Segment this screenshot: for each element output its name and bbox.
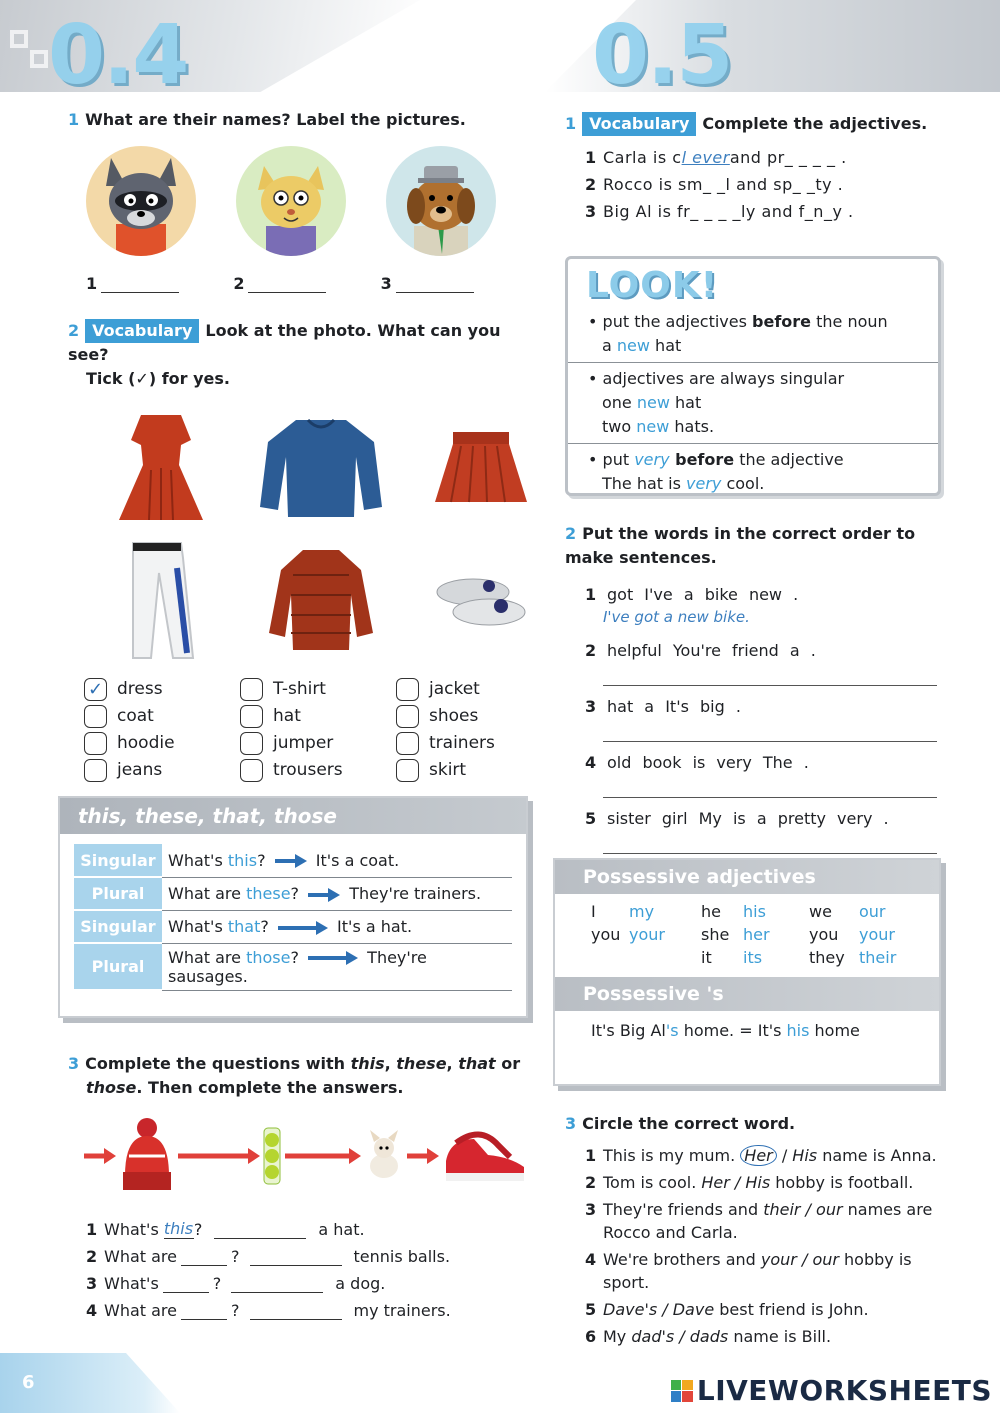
exercise-3-left [68,1052,528,1320]
question-row: 3 What's ? a dog. [86,1274,386,1293]
word-order-title: 2 Put the words in the correct order to make sentences. [565,524,916,567]
possessive-adjectives-box [553,858,941,1086]
decorative-square [30,50,48,68]
circle-word-title: 3 Circle the correct word. [565,1114,796,1133]
word-order-item: 4 old book is very The . [585,748,945,798]
trousers-picture [86,535,236,665]
grammar-box-demonstratives [58,796,528,1018]
exercise-number: 2 [68,321,80,340]
tick-item-jumper[interactable]: jumper [240,731,396,755]
checkbox[interactable] [240,678,263,701]
label-item: 2 [233,274,380,293]
distance-picture-row [82,1116,528,1196]
grammar-table [74,844,512,991]
circle-word-row: 3 They're friends and their / our names are Rocco and Carla. [585,1200,933,1242]
tick-item-jeans[interactable]: jeans [84,758,240,782]
liveworksheets-logo-icon [671,1380,693,1402]
tick-item-trousers[interactable]: trousers [240,758,396,782]
brand-logo [671,1374,992,1407]
exercise-3-title: 3 Complete the questions with this, these, that or those. Then complete the answers. [68,1054,521,1097]
tick-item-coat[interactable]: coat [84,704,240,728]
long-arrow-icon [308,951,358,965]
exercise-number: 1 [68,110,80,129]
page-number: 6 [22,1372,35,1393]
answer-blank[interactable]: this [163,1219,194,1238]
adjectives-exercise-title: 1 Vocabulary Complete the adjectives. [565,112,945,136]
dog-picture [386,146,496,256]
short-arrow-icon [308,888,340,902]
jumper-picture [246,407,396,527]
checkbox[interactable] [396,732,419,755]
unit-number-left: 0.4 [48,8,188,103]
dress-picture [86,407,236,527]
answer-blank[interactable] [101,277,179,293]
brand-name: LIVEWORKSHEETS [696,1374,992,1407]
answer-line[interactable] [603,776,937,798]
dog-small-picture [362,1128,405,1184]
unit-number-right: 0.5 [592,8,732,103]
arrow-icon [176,1146,260,1166]
circle-word-list [585,1144,945,1348]
possessive-s-title: Possessive 's [555,977,939,1011]
word-order-exercise [565,522,945,860]
question-row: 1 What's this ? a hat. [86,1219,365,1239]
decorative-square [10,30,28,48]
grammar-box-title: this, these, that, those [60,798,526,834]
look-rule: • adjectives are always singular one new hat two new hats. [568,363,938,444]
shoes-picture [406,535,556,665]
adjectives-list [585,144,945,225]
adjective-row: 1 Carla is c l ever and pr_ _ _ _ . [585,148,847,167]
possessive-title: Possessive adjectives [555,860,939,894]
exercise-2-subtitle: Tick (✓) for yes. [86,369,230,388]
vocabulary-tag: Vocabulary [582,112,696,136]
circle-word-row: 5 Dave's / Dave best friend is John. [585,1300,869,1319]
tick-list [84,677,528,782]
clothes-photos [86,407,528,665]
skirt-picture [406,407,556,527]
grammar-row: Singular What's that? It's a hat. [74,910,512,943]
woolly-hat-picture [117,1116,176,1196]
exercise-instruction: Look at the photo. What can you see? [68,321,501,364]
label-item: 1 [86,274,233,293]
vocabulary-tag: Vocabulary [85,319,199,343]
circle-word-row: 4 We're brothers and your / our hobby is sport. [585,1250,912,1292]
checkbox[interactable] [396,678,419,701]
row-tag: Singular [74,844,162,877]
tick-item-hoodie[interactable]: hoodie [84,731,240,755]
exercise-instruction: What are their names? Label the pictures. [85,110,466,129]
answer-blank[interactable] [181,1250,227,1266]
checkbox[interactable] [84,759,107,782]
circled-answer[interactable]: Her [740,1145,776,1166]
exercise-2-title [68,319,528,367]
grammar-row: Singular What's this? It's a coat. [74,844,512,877]
example-answer: I've got a new bike. [603,608,750,626]
circle-word-row: 2 Tom is cool. Her / His hobby is football. [585,1173,914,1192]
possessive-s-example: It's Big Al's home. = It's his home [591,1021,860,1040]
checkbox[interactable] [396,759,419,782]
checkbox[interactable]: ✓ [84,678,107,701]
short-arrow-icon [275,854,307,868]
coat-picture [246,535,396,665]
row-tag: Plural [74,877,162,910]
checkbox[interactable] [84,732,107,755]
possessive-grid: I my he his we our you your she her you your it its they their [591,902,897,967]
word-order-item: 5 sister girl My is a pretty very . [585,804,945,854]
row-tag: Plural [74,943,162,990]
grammar-row: Plural What are these? They're trainers. [74,877,512,910]
answer-line[interactable] [603,832,937,854]
right-column-top [565,112,945,225]
adjective-row: 2 Rocco is sm_ _l and sp_ _ty . [585,175,844,194]
grammar-row: Plural What are those? They're sausages. [74,943,512,990]
long-arrow-icon [278,921,328,935]
checkbox[interactable] [240,732,263,755]
checkbox[interactable] [396,705,419,728]
row-tag: Singular [74,910,162,943]
exercise-1-title [68,108,528,132]
question-row: 4 What are ? my trainers. [86,1301,451,1320]
tick-item-shoes[interactable]: shoes [396,704,552,728]
arrow-icon [283,1146,361,1166]
tick-item-trainers[interactable]: trainers [396,731,552,755]
left-column [68,108,528,782]
word-order-item: 2 helpful You're friend a . [585,636,945,686]
answer-blank[interactable] [250,1304,342,1320]
checkbox[interactable] [240,759,263,782]
answer-blank[interactable] [231,1277,323,1293]
question-row: 2 What are ? tennis balls. [86,1247,451,1266]
tick-item-t-shirt[interactable]: T-shirt [240,677,396,701]
trainers-picture [440,1121,528,1191]
label-item: 3 [381,274,528,293]
answer-blank[interactable] [396,277,474,293]
word-order-list [585,580,945,854]
answer-blank[interactable] [250,1250,342,1266]
look-rule: • put very before the adjective The hat is very cool. [588,450,844,493]
look-box [565,256,941,496]
answer-line[interactable] [603,664,937,686]
answer-blank[interactable] [214,1223,306,1239]
word-order-item: 3 hat a It's big . [585,692,945,742]
checkbox[interactable] [240,705,263,728]
answer-blank[interactable] [163,1277,209,1293]
raccoon-picture [86,146,196,256]
answer-blank[interactable] [248,277,326,293]
circle-word-row: 6 My dad's / dads name is Bill. [585,1327,832,1346]
answer-line[interactable] [603,720,937,742]
look-title: LOOK! [586,265,719,306]
checkbox[interactable] [84,705,107,728]
picture-labels [86,274,528,293]
arrow-icon [82,1146,117,1166]
tick-item-jacket[interactable]: jacket [396,677,552,701]
tick-item-dress[interactable]: ✓ dress [84,677,240,701]
circle-word-row: 1 This is my mum. Her / His name is Anna. [585,1146,937,1165]
answer-blank[interactable] [181,1304,227,1320]
question-list [86,1212,528,1320]
circle-word-exercise [565,1112,945,1352]
adjective-row: 3 Big Al is fr_ _ _ _ly and f_n_y . [585,202,854,221]
look-rule: • put the adjectives before the noun a new hat [568,306,938,363]
tennis-balls-picture [260,1126,283,1186]
tick-item-skirt[interactable]: skirt [396,758,552,782]
character-pictures [86,146,528,256]
arrow-icon [405,1146,440,1166]
word-order-item: 1 got I've a bike new . I've got a new bike. [585,580,945,630]
tick-item-hat[interactable]: hat [240,704,396,728]
cat-picture [236,146,346,256]
